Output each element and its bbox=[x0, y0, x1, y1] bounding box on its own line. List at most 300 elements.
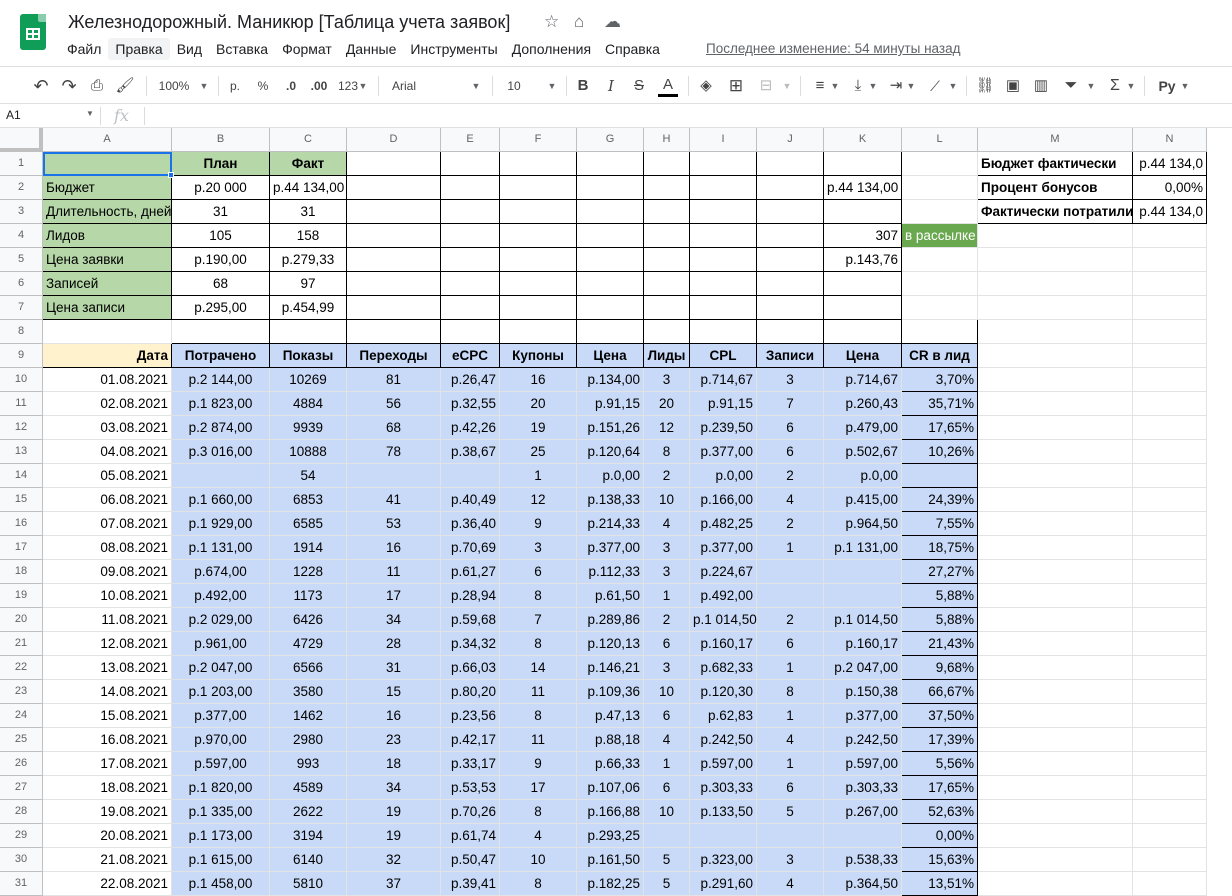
print-icon[interactable]: ⎙ bbox=[90, 77, 103, 94]
zoom-select[interactable]: 100% bbox=[158, 79, 190, 93]
cell[interactable]: eCPC bbox=[441, 344, 500, 368]
cell[interactable]: р.303,33 bbox=[690, 776, 757, 800]
cell[interactable] bbox=[757, 248, 824, 272]
cell[interactable]: 11.08.2021 bbox=[43, 608, 172, 632]
column-header[interactable]: J bbox=[757, 128, 824, 152]
insert-link-icon[interactable]: ⛓ bbox=[975, 77, 995, 94]
cell[interactable]: 10,26% bbox=[902, 440, 978, 464]
cell[interactable]: 54 bbox=[270, 464, 347, 488]
cell[interactable]: 6 bbox=[757, 440, 824, 464]
cell[interactable]: Факт bbox=[270, 152, 347, 176]
cell[interactable]: р.166,88 bbox=[577, 800, 644, 824]
cell[interactable]: 4729 bbox=[270, 632, 347, 656]
cell[interactable] bbox=[757, 176, 824, 200]
cell[interactable]: Дата bbox=[43, 344, 172, 368]
cell[interactable] bbox=[978, 272, 1133, 296]
cell[interactable] bbox=[978, 560, 1133, 584]
cell[interactable]: 1 bbox=[644, 584, 690, 608]
cell[interactable]: 5 bbox=[644, 872, 690, 896]
cell[interactable] bbox=[902, 296, 978, 320]
cell[interactable] bbox=[1133, 224, 1207, 248]
cell[interactable]: 16 bbox=[347, 704, 441, 728]
cell[interactable]: 02.08.2021 bbox=[43, 392, 172, 416]
cell[interactable] bbox=[644, 152, 690, 176]
cell[interactable]: 6 bbox=[757, 416, 824, 440]
cell[interactable]: р.682,33 bbox=[690, 656, 757, 680]
cell[interactable] bbox=[500, 272, 577, 296]
cell[interactable]: 12.08.2021 bbox=[43, 632, 172, 656]
cell[interactable] bbox=[1133, 632, 1207, 656]
cell[interactable]: 4 bbox=[644, 512, 690, 536]
cell[interactable]: 25 bbox=[500, 440, 577, 464]
cell[interactable] bbox=[577, 224, 644, 248]
more-formats-caret-icon[interactable]: ▼ bbox=[358, 81, 368, 91]
currency-format-button[interactable]: р. bbox=[229, 79, 240, 93]
cell[interactable] bbox=[441, 224, 500, 248]
cell[interactable]: р.1 820,00 bbox=[172, 776, 270, 800]
insert-chart-icon[interactable]: ▥ bbox=[1033, 77, 1049, 94]
cell[interactable]: р.134,00 bbox=[577, 368, 644, 392]
cell[interactable]: 6 bbox=[644, 632, 690, 656]
cell[interactable]: 1228 bbox=[270, 560, 347, 584]
cell[interactable] bbox=[978, 368, 1133, 392]
cell[interactable] bbox=[1133, 776, 1207, 800]
strikethrough-button[interactable]: S bbox=[633, 77, 644, 94]
cell[interactable]: 5 bbox=[644, 848, 690, 872]
font-caret-icon[interactable]: ▼ bbox=[471, 81, 481, 91]
cell[interactable]: 4589 bbox=[270, 776, 347, 800]
cell[interactable]: 6140 bbox=[270, 848, 347, 872]
cell[interactable]: 1914 bbox=[270, 536, 347, 560]
cell[interactable] bbox=[644, 224, 690, 248]
cell[interactable]: 15.08.2021 bbox=[43, 704, 172, 728]
cell[interactable] bbox=[577, 152, 644, 176]
cell[interactable]: Цена записи bbox=[43, 296, 172, 320]
cell[interactable]: 66,67% bbox=[902, 680, 978, 704]
last-edit-link[interactable]: Последнее изменение: 54 минуты назад bbox=[706, 41, 961, 56]
cell[interactable]: 15 bbox=[347, 680, 441, 704]
row-header[interactable]: 29 bbox=[0, 824, 43, 848]
cell[interactable]: 34 bbox=[347, 608, 441, 632]
cell[interactable]: р.1 458,00 bbox=[172, 872, 270, 896]
cell[interactable]: р.2 029,00 bbox=[172, 608, 270, 632]
cell[interactable]: 6 bbox=[757, 776, 824, 800]
cell[interactable]: р.377,00 bbox=[577, 536, 644, 560]
row-header[interactable]: 13 bbox=[0, 440, 43, 464]
cell[interactable]: 5 bbox=[757, 800, 824, 824]
menu-insert[interactable]: Вставка bbox=[216, 41, 269, 57]
cell[interactable] bbox=[757, 824, 824, 848]
cell[interactable] bbox=[1133, 680, 1207, 704]
menu-view[interactable]: Вид bbox=[176, 41, 203, 57]
cell[interactable]: 14 bbox=[500, 656, 577, 680]
row-header[interactable]: 19 bbox=[0, 584, 43, 608]
text-wrapping-icon[interactable]: ⇥ bbox=[889, 77, 903, 94]
cell[interactable]: р.2 047,00 bbox=[172, 656, 270, 680]
cell[interactable]: 12 bbox=[500, 488, 577, 512]
cell[interactable]: 05.08.2021 bbox=[43, 464, 172, 488]
undo-icon[interactable]: ↶ bbox=[33, 76, 49, 96]
cell[interactable]: 1 bbox=[757, 752, 824, 776]
input-tools-caret-icon[interactable]: ▼ bbox=[1180, 81, 1190, 91]
cell[interactable] bbox=[347, 152, 441, 176]
cell[interactable] bbox=[1133, 704, 1207, 728]
row-header[interactable]: 8 bbox=[0, 320, 43, 344]
cell[interactable]: р.415,00 bbox=[824, 488, 902, 512]
cell[interactable]: 8 bbox=[500, 584, 577, 608]
cell[interactable]: 12 bbox=[644, 416, 690, 440]
cell[interactable] bbox=[441, 464, 500, 488]
cell[interactable]: 18.08.2021 bbox=[43, 776, 172, 800]
cell[interactable]: р.0,00 bbox=[690, 464, 757, 488]
cell[interactable] bbox=[441, 152, 500, 176]
cell[interactable] bbox=[441, 272, 500, 296]
row-header[interactable]: 27 bbox=[0, 776, 43, 800]
cell[interactable]: р.597,00 bbox=[690, 752, 757, 776]
cell[interactable]: 10888 bbox=[270, 440, 347, 464]
cell[interactable]: 01.08.2021 bbox=[43, 368, 172, 392]
cell[interactable] bbox=[978, 440, 1133, 464]
cell[interactable] bbox=[347, 224, 441, 248]
cell[interactable]: р.190,00 bbox=[172, 248, 270, 272]
cell[interactable] bbox=[902, 464, 978, 488]
column-header[interactable]: E bbox=[441, 128, 500, 152]
cell[interactable]: 5,88% bbox=[902, 584, 978, 608]
cell[interactable]: 23 bbox=[347, 728, 441, 752]
move-to-folder-icon[interactable]: ⌂ bbox=[574, 12, 585, 31]
vertical-align-caret-icon[interactable]: ▼ bbox=[868, 81, 878, 91]
cell[interactable]: р.479,00 bbox=[824, 416, 902, 440]
cell[interactable]: 37,50% bbox=[902, 704, 978, 728]
cell[interactable] bbox=[644, 176, 690, 200]
cell[interactable]: р.36,40 bbox=[441, 512, 500, 536]
cell[interactable]: р.1 660,00 bbox=[172, 488, 270, 512]
cell[interactable]: 19.08.2021 bbox=[43, 800, 172, 824]
cell[interactable]: 7,55% bbox=[902, 512, 978, 536]
cell[interactable] bbox=[824, 824, 902, 848]
row-header[interactable]: 26 bbox=[0, 752, 43, 776]
fill-color-icon[interactable]: ◈ bbox=[700, 77, 712, 94]
cell[interactable]: 10 bbox=[644, 488, 690, 512]
cell[interactable]: 78 bbox=[347, 440, 441, 464]
cell[interactable]: р.267,00 bbox=[824, 800, 902, 824]
cell[interactable] bbox=[902, 272, 978, 296]
row-header[interactable]: 7 bbox=[0, 296, 43, 320]
horizontal-align-caret-icon[interactable]: ▼ bbox=[830, 81, 840, 91]
row-header[interactable]: 30 bbox=[0, 848, 43, 872]
cell[interactable] bbox=[1133, 440, 1207, 464]
cell[interactable] bbox=[1133, 320, 1207, 344]
percent-format-button[interactable]: % bbox=[257, 79, 269, 93]
cell[interactable]: 32 bbox=[347, 848, 441, 872]
cell[interactable]: 03.08.2021 bbox=[43, 416, 172, 440]
functions-caret-icon[interactable]: ▼ bbox=[1126, 81, 1136, 91]
cell[interactable]: 3 bbox=[644, 560, 690, 584]
cell[interactable]: р.33,17 bbox=[441, 752, 500, 776]
cell[interactable] bbox=[1133, 800, 1207, 824]
cell[interactable]: 3 bbox=[644, 368, 690, 392]
cell[interactable]: 3 bbox=[757, 368, 824, 392]
cell[interactable] bbox=[978, 512, 1133, 536]
row-header[interactable]: 31 bbox=[0, 872, 43, 896]
cell[interactable]: 4 bbox=[757, 488, 824, 512]
font-select[interactable]: Arial bbox=[392, 79, 417, 93]
row-header[interactable]: 16 bbox=[0, 512, 43, 536]
cell[interactable] bbox=[978, 872, 1133, 896]
cell[interactable]: р.279,33 bbox=[270, 248, 347, 272]
cell[interactable] bbox=[978, 344, 1133, 368]
cell[interactable]: р.295,00 bbox=[172, 296, 270, 320]
cell[interactable]: р.62,83 bbox=[690, 704, 757, 728]
cell[interactable]: 04.08.2021 bbox=[43, 440, 172, 464]
cell[interactable] bbox=[172, 320, 270, 344]
cell[interactable]: 993 bbox=[270, 752, 347, 776]
fill-handle[interactable] bbox=[168, 172, 174, 178]
cell[interactable] bbox=[347, 464, 441, 488]
cell[interactable]: 11 bbox=[347, 560, 441, 584]
cell[interactable] bbox=[978, 536, 1133, 560]
cell[interactable] bbox=[978, 392, 1133, 416]
cell[interactable]: 81 bbox=[347, 368, 441, 392]
cell[interactable]: 307 bbox=[824, 224, 902, 248]
cell[interactable]: 5,88% bbox=[902, 608, 978, 632]
cell[interactable]: 17,65% bbox=[902, 416, 978, 440]
cell[interactable]: 20 bbox=[500, 392, 577, 416]
cell[interactable] bbox=[757, 296, 824, 320]
cell[interactable] bbox=[1133, 416, 1207, 440]
column-header[interactable]: H bbox=[644, 128, 690, 152]
cell[interactable]: р.323,00 bbox=[690, 848, 757, 872]
row-header[interactable]: 10 bbox=[0, 368, 43, 392]
cell[interactable]: р.151,26 bbox=[577, 416, 644, 440]
cell[interactable] bbox=[347, 272, 441, 296]
cell[interactable]: р.492,00 bbox=[172, 584, 270, 608]
cell[interactable] bbox=[902, 320, 978, 344]
cell[interactable] bbox=[644, 200, 690, 224]
cell[interactable] bbox=[270, 320, 347, 344]
cell[interactable]: р.1 335,00 bbox=[172, 800, 270, 824]
cell[interactable]: р.2 144,00 bbox=[172, 368, 270, 392]
menu-data[interactable]: Данные bbox=[345, 41, 397, 57]
cell[interactable]: 5,56% bbox=[902, 752, 978, 776]
cell[interactable] bbox=[824, 320, 902, 344]
cell[interactable]: Лиды bbox=[644, 344, 690, 368]
cell[interactable]: 4 bbox=[644, 728, 690, 752]
cell[interactable]: 31 bbox=[270, 200, 347, 224]
cell[interactable]: 17.08.2021 bbox=[43, 752, 172, 776]
star-icon[interactable]: ☆ bbox=[544, 12, 560, 31]
font-size-caret-icon[interactable]: ▼ bbox=[547, 81, 557, 91]
cell[interactable] bbox=[757, 152, 824, 176]
cell[interactable]: 31 bbox=[347, 656, 441, 680]
cell[interactable] bbox=[1133, 512, 1207, 536]
cell[interactable]: р.182,25 bbox=[577, 872, 644, 896]
cell[interactable]: р.50,47 bbox=[441, 848, 500, 872]
cell[interactable] bbox=[757, 320, 824, 344]
cell[interactable]: р.166,00 bbox=[690, 488, 757, 512]
cell[interactable]: 4 bbox=[757, 872, 824, 896]
cell[interactable]: р.44 134,00 bbox=[824, 176, 902, 200]
cell[interactable]: р.107,06 bbox=[577, 776, 644, 800]
row-header[interactable]: 11 bbox=[0, 392, 43, 416]
cell[interactable]: р.714,67 bbox=[824, 368, 902, 392]
cell[interactable] bbox=[978, 776, 1133, 800]
cell[interactable]: 24,39% bbox=[902, 488, 978, 512]
cell[interactable] bbox=[978, 848, 1133, 872]
cell[interactable]: Переходы bbox=[347, 344, 441, 368]
cell[interactable]: 105 bbox=[172, 224, 270, 248]
cell[interactable] bbox=[1133, 824, 1207, 848]
row-header[interactable]: 17 bbox=[0, 536, 43, 560]
cell[interactable]: р.377,00 bbox=[690, 440, 757, 464]
cell[interactable] bbox=[978, 824, 1133, 848]
cell[interactable]: 15,63% bbox=[902, 848, 978, 872]
cell[interactable] bbox=[500, 248, 577, 272]
menu-addons[interactable]: Дополнения bbox=[511, 41, 592, 57]
cell[interactable]: 3194 bbox=[270, 824, 347, 848]
cell[interactable] bbox=[347, 320, 441, 344]
cell[interactable]: 37 bbox=[347, 872, 441, 896]
cell[interactable]: Цена bbox=[577, 344, 644, 368]
cell[interactable] bbox=[577, 176, 644, 200]
cell[interactable]: р.2 047,00 bbox=[824, 656, 902, 680]
column-header[interactable]: I bbox=[690, 128, 757, 152]
cell[interactable]: 97 bbox=[270, 272, 347, 296]
cell[interactable]: 09.08.2021 bbox=[43, 560, 172, 584]
cell[interactable]: Потрачено bbox=[172, 344, 270, 368]
cell[interactable]: р.291,60 bbox=[690, 872, 757, 896]
cell[interactable]: CPL bbox=[690, 344, 757, 368]
cell[interactable]: 19 bbox=[500, 416, 577, 440]
cell[interactable]: 16 bbox=[500, 368, 577, 392]
borders-icon[interactable]: ⊞ bbox=[728, 76, 744, 95]
cell[interactable]: р.26,47 bbox=[441, 368, 500, 392]
cell[interactable] bbox=[978, 800, 1133, 824]
cell[interactable]: 9 bbox=[500, 512, 577, 536]
cell[interactable] bbox=[690, 320, 757, 344]
menu-file[interactable]: Файл bbox=[67, 41, 102, 57]
cell[interactable]: р.59,68 bbox=[441, 608, 500, 632]
increase-decimal-button[interactable]: .00 bbox=[310, 79, 328, 93]
cell[interactable]: 8 bbox=[500, 704, 577, 728]
cell[interactable] bbox=[978, 224, 1133, 248]
row-header[interactable]: 20 bbox=[0, 608, 43, 632]
cell[interactable] bbox=[824, 152, 902, 176]
cell[interactable] bbox=[441, 200, 500, 224]
cell[interactable]: р.61,50 bbox=[577, 584, 644, 608]
cell[interactable]: 6853 bbox=[270, 488, 347, 512]
cell[interactable]: р.44 134,0 bbox=[1133, 152, 1207, 176]
more-formats-button[interactable]: 123 bbox=[337, 79, 359, 93]
row-header[interactable]: 5 bbox=[0, 248, 43, 272]
cell[interactable]: Фактически потратили bbox=[978, 200, 1133, 224]
cell[interactable]: р.303,33 bbox=[824, 776, 902, 800]
cell[interactable] bbox=[644, 248, 690, 272]
cell[interactable] bbox=[902, 248, 978, 272]
cell[interactable] bbox=[978, 656, 1133, 680]
cell[interactable]: 22.08.2021 bbox=[43, 872, 172, 896]
cell[interactable]: р.502,67 bbox=[824, 440, 902, 464]
text-wrapping-caret-icon[interactable]: ▼ bbox=[906, 81, 916, 91]
column-header[interactable]: A bbox=[43, 128, 172, 152]
cell[interactable]: р.39,41 bbox=[441, 872, 500, 896]
cell[interactable]: р.224,67 bbox=[690, 560, 757, 584]
cell[interactable] bbox=[644, 320, 690, 344]
cell[interactable]: р.714,67 bbox=[690, 368, 757, 392]
cell[interactable]: 11 bbox=[500, 680, 577, 704]
cell[interactable] bbox=[1133, 656, 1207, 680]
cell[interactable]: 21,43% bbox=[902, 632, 978, 656]
cell[interactable]: р.133,50 bbox=[690, 800, 757, 824]
cell[interactable]: CR в лид bbox=[902, 344, 978, 368]
cell[interactable] bbox=[500, 224, 577, 248]
cell[interactable] bbox=[1133, 848, 1207, 872]
cell[interactable]: Бюджет фактически bbox=[978, 152, 1133, 176]
cell[interactable]: 2 bbox=[757, 512, 824, 536]
cell[interactable] bbox=[978, 704, 1133, 728]
cell[interactable]: р.61,27 bbox=[441, 560, 500, 584]
cell[interactable]: 17,39% bbox=[902, 728, 978, 752]
cell[interactable]: р.66,33 bbox=[577, 752, 644, 776]
cell[interactable]: 28 bbox=[347, 632, 441, 656]
cell[interactable] bbox=[500, 176, 577, 200]
cell[interactable]: 06.08.2021 bbox=[43, 488, 172, 512]
cell[interactable]: р.377,00 bbox=[824, 704, 902, 728]
cell[interactable]: р.964,50 bbox=[824, 512, 902, 536]
cell[interactable] bbox=[978, 608, 1133, 632]
cell[interactable] bbox=[690, 296, 757, 320]
cell[interactable]: 19 bbox=[347, 824, 441, 848]
cell[interactable]: 10 bbox=[644, 680, 690, 704]
cell[interactable]: Записи bbox=[757, 344, 824, 368]
paint-format-icon[interactable]: 🖌 bbox=[115, 77, 135, 94]
cell[interactable]: 35,71% bbox=[902, 392, 978, 416]
cell[interactable] bbox=[577, 296, 644, 320]
cell[interactable] bbox=[824, 560, 902, 584]
cell[interactable] bbox=[441, 248, 500, 272]
cell[interactable]: р.597,00 bbox=[172, 752, 270, 776]
cell[interactable]: 14.08.2021 bbox=[43, 680, 172, 704]
cell[interactable]: 3,70% bbox=[902, 368, 978, 392]
cell[interactable]: 3 bbox=[644, 536, 690, 560]
cell[interactable]: Бюджет bbox=[43, 176, 172, 200]
cell[interactable]: р.1 131,00 bbox=[172, 536, 270, 560]
row-header[interactable]: 18 bbox=[0, 560, 43, 584]
cell[interactable] bbox=[978, 416, 1133, 440]
row-header[interactable]: 28 bbox=[0, 800, 43, 824]
cell[interactable]: 6 bbox=[644, 776, 690, 800]
cell[interactable]: р.160,17 bbox=[824, 632, 902, 656]
cell[interactable]: 53 bbox=[347, 512, 441, 536]
column-header[interactable]: F bbox=[500, 128, 577, 152]
cell[interactable] bbox=[172, 464, 270, 488]
cell[interactable]: р.20 000 bbox=[172, 176, 270, 200]
cell[interactable]: Процент бонусов bbox=[978, 176, 1133, 200]
cell[interactable]: 19 bbox=[347, 800, 441, 824]
menu-help[interactable]: Справка bbox=[605, 41, 660, 57]
cell[interactable]: 1173 bbox=[270, 584, 347, 608]
cell[interactable]: р.42,17 bbox=[441, 728, 500, 752]
cell[interactable] bbox=[500, 296, 577, 320]
cell[interactable] bbox=[644, 272, 690, 296]
cell[interactable]: р.138,33 bbox=[577, 488, 644, 512]
cell[interactable] bbox=[441, 296, 500, 320]
cell[interactable]: 20 bbox=[644, 392, 690, 416]
cell[interactable] bbox=[1133, 536, 1207, 560]
input-tools-button[interactable]: Рy bbox=[1158, 78, 1176, 94]
cell[interactable]: 07.08.2021 bbox=[43, 512, 172, 536]
redo-icon[interactable]: ↷ bbox=[61, 76, 77, 96]
